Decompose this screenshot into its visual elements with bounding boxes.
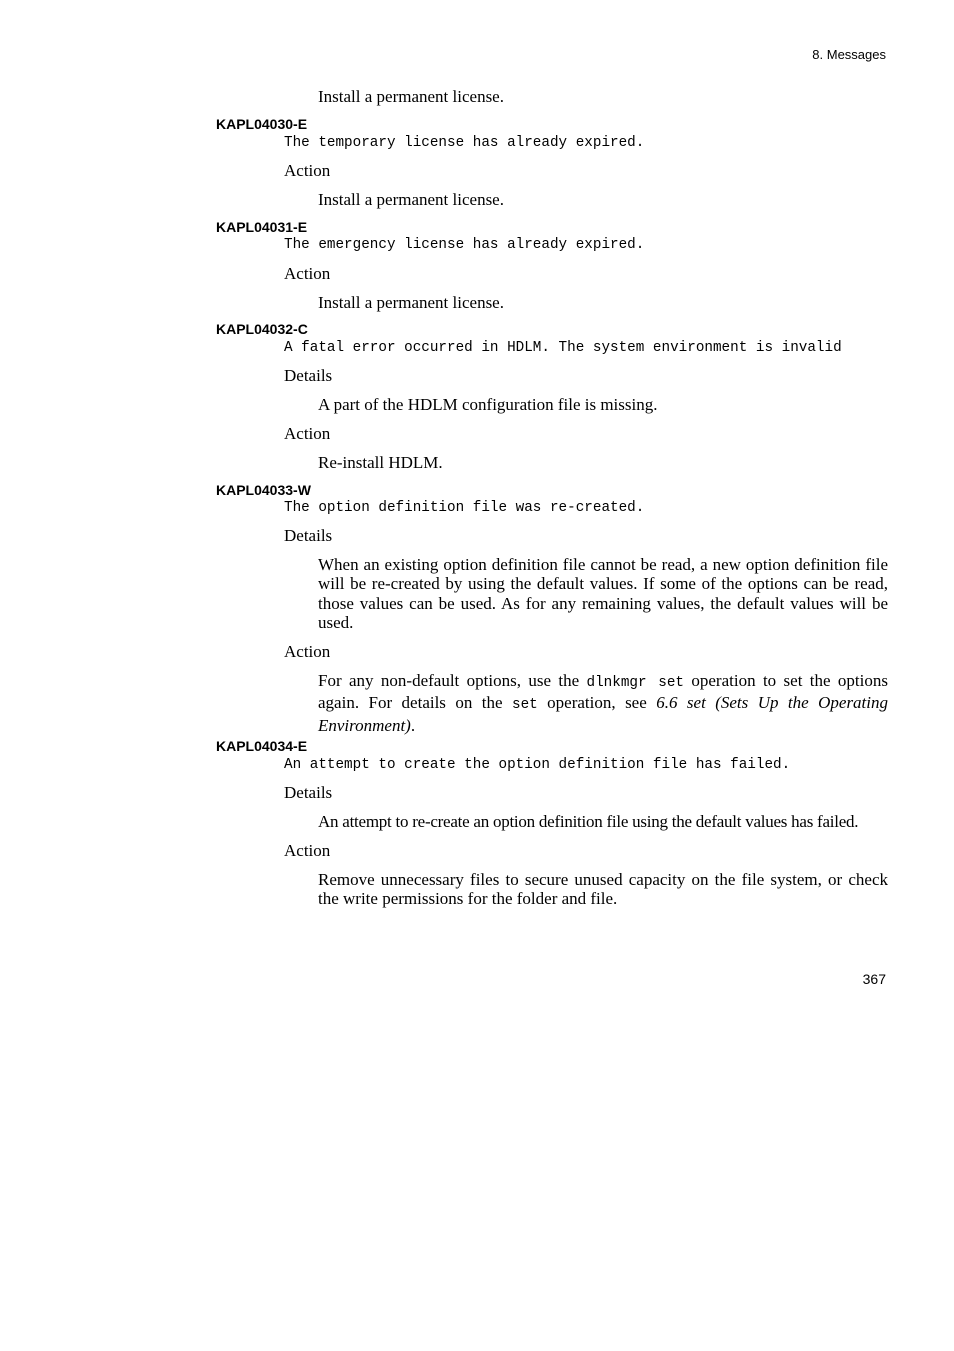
message-text: An attempt to create the option definition file has failed. xyxy=(284,757,791,773)
action-text: Install a permanent license. xyxy=(318,87,504,106)
page-number: 367 xyxy=(862,971,886,987)
action-text: Install a permanent license. xyxy=(318,293,504,312)
message-text: The temporary license has already expired. xyxy=(284,135,645,151)
action-text-part: For any non-default options, use the xyxy=(318,671,587,690)
action-text-part: . xyxy=(410,715,416,735)
action-label: Action xyxy=(284,642,331,661)
action-label: Action xyxy=(284,841,331,860)
action-label: Action xyxy=(284,424,331,443)
action-text: Remove unnecessary files to secure unused capacity on the file system, or check the write permissions for the folder and file. xyxy=(318,870,888,909)
details-label: Details xyxy=(284,783,333,802)
section-reference-link[interactable]: 6.6 set (Sets Up the Operating Environment) xyxy=(318,693,889,735)
message-code: KAPL04034-E xyxy=(216,738,308,754)
message-text: A fatal error occurred in HDLM. The system environment is invalid xyxy=(284,340,842,356)
action-text-part: operation, see xyxy=(537,693,657,713)
details-label: Details xyxy=(284,366,333,385)
action-text: Re-install HDLM. xyxy=(318,453,443,472)
message-code: KAPL04030-E xyxy=(216,116,308,132)
action-text xyxy=(318,671,888,735)
message-code: KAPL04031-E xyxy=(216,219,308,235)
running-header: 8. Messages xyxy=(812,47,886,62)
message-code: KAPL04032-C xyxy=(216,321,308,337)
command-set: set xyxy=(512,697,538,714)
details-text: A part of the HDLM configuration file is missing. xyxy=(318,395,658,414)
command-dlnkmgr-set: dlnkmgr set xyxy=(586,675,684,691)
action-label: Action xyxy=(284,161,331,180)
action-text-part: operation to set the options again. For details on the xyxy=(318,671,888,713)
message-text: The emergency license has already expired. xyxy=(284,237,645,253)
message-text: The option definition file was re-created. xyxy=(284,500,645,516)
message-code: KAPL04033-W xyxy=(216,482,311,498)
details-label: Details xyxy=(284,526,333,545)
details-text: When an existing option definition file cannot be read, a new option definition file will be re-created by using the default values. If some of the options can be read, those values can be used. As for any remaining values, the default values will be used. xyxy=(318,555,888,632)
action-text: Install a permanent license. xyxy=(318,190,504,209)
details-text: An attempt to re-create an option definition file using the default values has failed. xyxy=(318,812,859,831)
action-label: Action xyxy=(284,264,331,283)
